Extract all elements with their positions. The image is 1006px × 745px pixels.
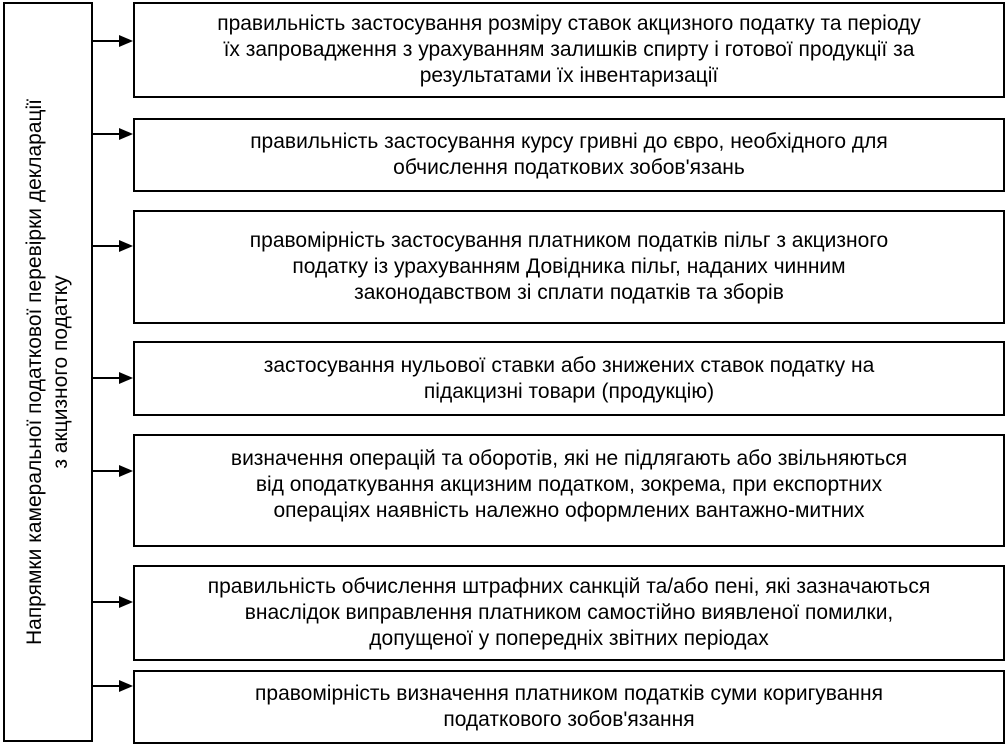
item-box-5: визначення операцій та оборотів, які не підлягають або звільняються від оподаткування акцизним податком, зокрема, при експортних операціях наявність належно оформлених вантажно-митних — [133, 434, 1005, 547]
item-box-1: правильність застосування розміру ставок акцизного податку та періоду їх запровадження з урахуванням залишків спирту і готової продукції за результатами їх інвентаризації — [133, 2, 1005, 98]
item-box-6: правильність обчислення штрафних санкцій та/або пені, які зазначаються внаслідок виправлення платником самостійно виявленої помилки, допущеної у попередніх звітних періодах — [133, 565, 1005, 661]
connector-arrow-5 — [93, 461, 133, 481]
left-category-box — [3, 2, 93, 742]
item-box-7: правомірність визначення платником податків суми коригування податкового зобов'язання — [133, 670, 1005, 744]
connector-arrow-6 — [93, 592, 133, 612]
connector-arrow-1 — [93, 31, 133, 51]
connector-arrow-2 — [93, 124, 133, 144]
connector-arrow-4 — [93, 368, 133, 388]
connector-arrow-7 — [93, 676, 133, 696]
item-box-4: застосування нульової ставки або знижених ставок податку на підакцизні товари (продукцію) — [133, 341, 1005, 416]
connector-arrow-3 — [93, 236, 133, 256]
item-box-3: правомірність застосування платником податків пільг з акцизного податку із урахуванням Довідника пільг, наданих чинним законодавством зі сплати податків та зборів — [133, 210, 1005, 324]
left-category-label: Напрямки камеральної податкової перевірки декларації з акцизного податку — [23, 98, 72, 646]
item-box-2: правильність застосування курсу гривні до євро, необхідного для обчислення податкових зобов'язань — [133, 118, 1005, 192]
